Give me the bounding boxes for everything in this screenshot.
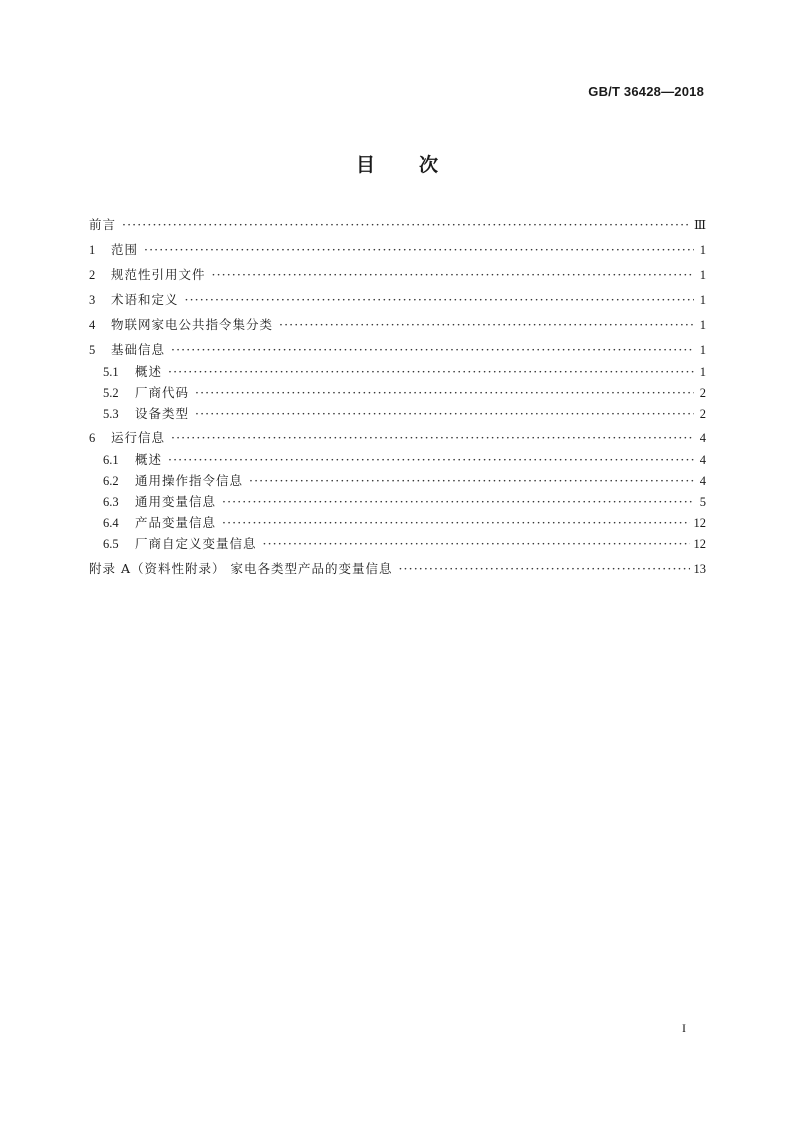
toc-entry-page: 12 (693, 516, 706, 531)
toc-entry-number: 6.2 (103, 473, 119, 488)
toc-entry-label: 规范性引用文件 (111, 267, 206, 282)
toc-entry-5[interactable] (89, 342, 706, 359)
toc-leader-dots (279, 317, 694, 333)
page-title (0, 150, 794, 177)
toc-entry-6-4[interactable] (89, 515, 706, 532)
standard-code: GB/T 36428—2018 (588, 84, 704, 99)
table-of-contents (89, 217, 706, 578)
toc-entry-4[interactable] (89, 317, 706, 334)
toc-entry-page: 1 (699, 268, 706, 282)
toc-entry-number: 6.4 (103, 516, 119, 531)
toc-entry-preface[interactable] (89, 217, 706, 234)
toc-entry-appendix-a[interactable] (89, 561, 706, 578)
toc-entry-label: 概述 (135, 451, 163, 467)
toc-entry-page: 4 (699, 473, 706, 488)
toc-entry-page: 1 (699, 343, 706, 357)
toc-leader-dots (144, 242, 694, 258)
toc-leader-dots (122, 217, 690, 233)
toc-entry-page: 12 (693, 537, 706, 552)
toc-entry-page: 1 (699, 364, 706, 379)
toc-leader-dots (222, 494, 694, 510)
toc-entry-page: 5 (699, 495, 706, 510)
title-char-1: 目 (355, 154, 375, 176)
toc-leader-dots (398, 561, 689, 577)
toc-entry-label: 厂商代码 (135, 384, 190, 400)
toc-leader-dots (249, 473, 694, 489)
toc-entry-6-1[interactable] (89, 452, 706, 469)
toc-entry-label: 厂商自定义变量信息 (135, 536, 257, 552)
toc-entry-page: 4 (699, 452, 706, 467)
toc-leader-dots (171, 342, 694, 358)
toc-entry-number: 2 (89, 268, 96, 282)
toc-entry-label: 设备类型 (135, 405, 190, 421)
toc-entry-page: 2 (699, 385, 706, 400)
toc-entry-page: 1 (699, 243, 706, 257)
toc-entry-page: 4 (699, 431, 706, 446)
toc-entry-6-3[interactable] (89, 494, 706, 511)
toc-entry-number: 5.1 (103, 364, 119, 379)
toc-entry-label: 附录 A（资料性附录） 家电各类型产品的变量信息 (89, 560, 393, 576)
toc-entry-number: 6.5 (103, 537, 119, 552)
toc-entry-page: Ⅲ (693, 218, 706, 232)
toc-entry-5-3[interactable] (89, 406, 706, 423)
toc-leader-dots (263, 536, 690, 552)
toc-entry-page: 13 (693, 561, 706, 576)
toc-entry-2[interactable] (89, 267, 706, 284)
toc-entry-label: 物联网家电公共指令集分类 (111, 317, 274, 332)
toc-entry-number: 5 (89, 343, 96, 357)
toc-entry-number: 6.1 (103, 452, 119, 467)
toc-entry-label: 运行信息 (111, 430, 166, 446)
toc-entry-label: 概述 (135, 363, 163, 379)
title-char-2: 次 (419, 154, 439, 176)
toc-entry-6-2[interactable] (89, 473, 706, 490)
toc-entry-number: 5.3 (103, 406, 119, 421)
toc-entry-number: 5.2 (103, 385, 119, 400)
toc-leader-dots (171, 430, 694, 446)
toc-leader-dots (195, 406, 694, 422)
toc-entry-3[interactable] (89, 292, 706, 309)
toc-entry-5-1[interactable] (89, 364, 706, 381)
toc-entry-label: 通用变量信息 (135, 494, 217, 510)
toc-entry-page: 1 (699, 318, 706, 332)
toc-entry-page: 2 (699, 406, 706, 421)
toc-leader-dots (185, 292, 694, 308)
toc-entry-label: 产品变量信息 (135, 515, 217, 531)
toc-leader-dots (168, 364, 694, 380)
toc-entry-number: 4 (89, 318, 96, 332)
toc-entry-5-2[interactable] (89, 385, 706, 402)
toc-leader-dots (212, 267, 694, 283)
toc-entry-number: 1 (89, 243, 96, 257)
toc-entry-6-5[interactable] (89, 536, 706, 553)
toc-entry-label: 范围 (111, 242, 139, 257)
toc-leader-dots (222, 515, 689, 531)
toc-leader-dots (195, 385, 694, 401)
toc-entry-number: 6.3 (103, 495, 119, 510)
toc-entry-6[interactable] (89, 430, 706, 447)
toc-entry-label: 基础信息 (111, 342, 166, 357)
toc-leader-dots (168, 452, 694, 468)
toc-entry-number: 6 (89, 431, 96, 446)
page-number: I (682, 1021, 686, 1035)
toc-entry-label: 前言 (89, 217, 117, 232)
toc-entry-label: 通用操作指令信息 (135, 472, 244, 488)
toc-entry-1[interactable] (89, 242, 706, 259)
toc-entry-page: 1 (699, 293, 706, 307)
toc-entry-number: 3 (89, 293, 96, 307)
toc-entry-label: 术语和定义 (111, 292, 179, 307)
